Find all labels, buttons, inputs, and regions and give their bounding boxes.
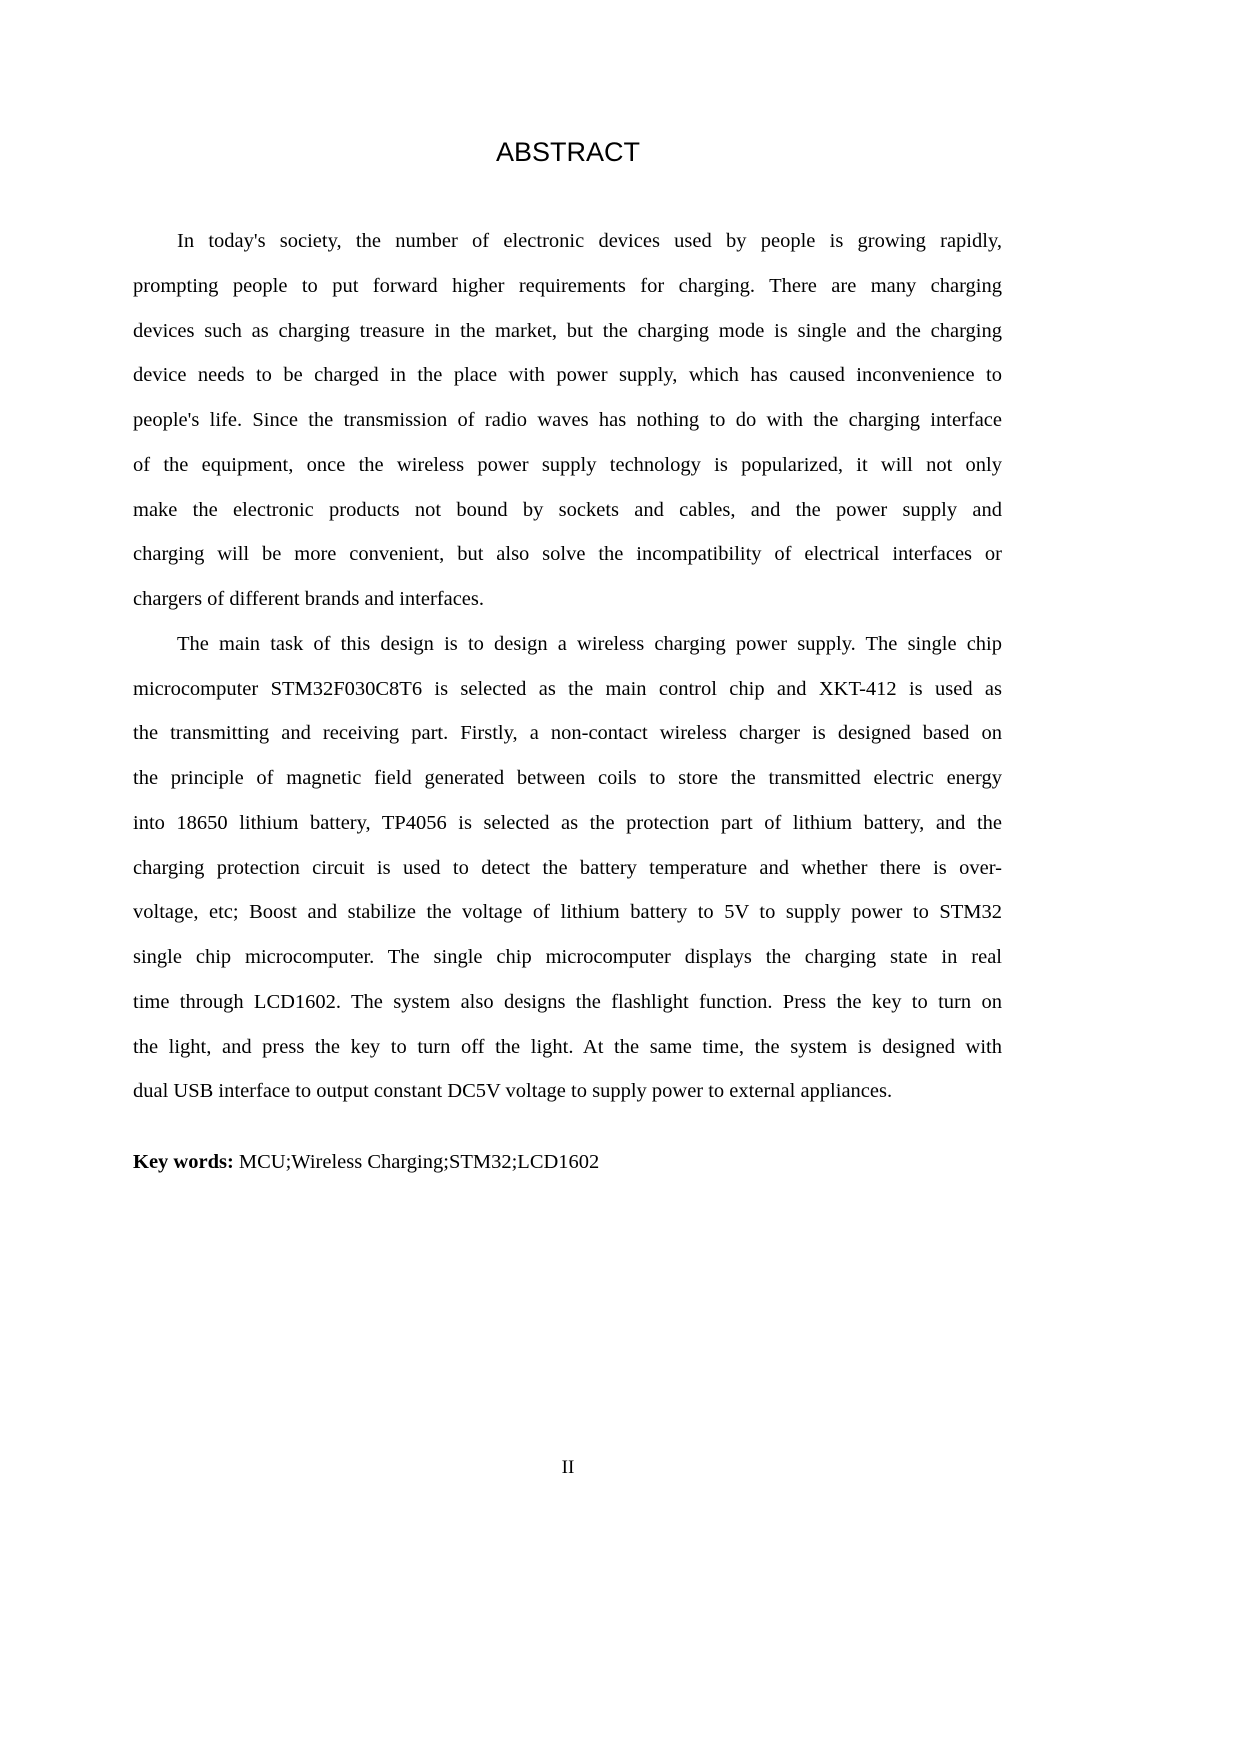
paragraph-line: of the equipment, once the wireless power supply technology is popularized, it will not only: [133, 454, 1002, 476]
keywords: [133, 1149, 599, 1175]
paragraph-line: dual USB interface to output constant DC5V voltage to supply power to external appliances.: [133, 1080, 893, 1102]
paragraph-line: prompting people to put forward higher requirements for charging. There are many charging: [133, 275, 1002, 297]
page-number: II: [561, 1457, 575, 1478]
paragraph-line: chargers of different brands and interfaces.: [133, 588, 485, 610]
paragraph-line: The main task of this design is to design a wireless charging power supply. The single chip: [177, 633, 1002, 655]
paragraph-line: single chip microcomputer. The single chip microcomputer displays the charging state in real: [133, 946, 1002, 968]
keywords-value: MCU;Wireless Charging;STM32;LCD1602: [233, 1151, 600, 1173]
paragraph-line: the transmitting and receiving part. Firstly, a non-contact wireless charger is designed based on: [133, 722, 1002, 744]
paragraph-line: into 18650 lithium battery, TP4056 is selected as the protection part of lithium battery, and the: [133, 812, 1002, 834]
keywords-label: Key words:: [133, 1151, 234, 1173]
paragraph-line: charging protection circuit is used to detect the battery temperature and whether there is over-: [133, 857, 1002, 879]
paragraph-line: the light, and press the key to turn off the light. At the same time, the system is designed with: [133, 1036, 1002, 1058]
paragraph-line: make the electronic products not bound by sockets and cables, and the power supply and: [133, 499, 1002, 521]
paragraph-line: people's life. Since the transmission of radio waves has nothing to do with the charging interface: [133, 409, 1002, 431]
paragraph-line: time through LCD1602. The system also designs the flashlight function. Press the key to turn on: [133, 991, 1002, 1013]
paragraph-line: In today's society, the number of electronic devices used by people is growing rapidly,: [177, 230, 1002, 252]
paragraph-line: microcomputer STM32F030C8T6 is selected as the main control chip and XKT-412 is used as: [133, 678, 1002, 700]
paragraph-line: devices such as charging treasure in the market, but the charging mode is single and the charging: [133, 320, 1002, 342]
paragraph-line: voltage, etc; Boost and stabilize the voltage of lithium battery to 5V to supply power to STM32: [133, 901, 1002, 923]
paragraph-line: charging will be more convenient, but also solve the incompatibility of electrical interfaces or: [133, 543, 1002, 565]
page-title: ABSTRACT: [495, 137, 641, 167]
paragraph-line: the principle of magnetic field generated between coils to store the transmitted electric energy: [133, 767, 1002, 789]
paragraph-line: device needs to be charged in the place with power supply, which has caused inconvenience to: [133, 364, 1002, 386]
